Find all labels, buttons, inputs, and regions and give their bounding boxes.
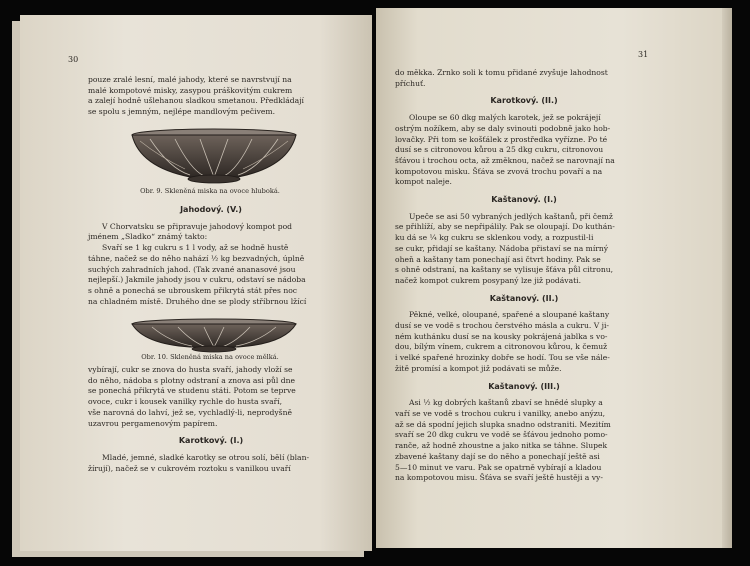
shallow-glass-bowl-illustration — [130, 318, 298, 354]
paragraph-line: načež kompot cukrem posypaný lze již podávati. — [395, 275, 582, 285]
paragraph-line: do něho, nádoba s plotny odstraní a znova asi půl dne — [88, 375, 296, 385]
paragraph-line: se přihlíží, aby se nepřipálily. Pak se oloupají. Do kuthán- — [395, 222, 615, 232]
line: a zalejí hodně ušlehanou sladkou smetanou. Předkládají — [88, 96, 304, 106]
paragraph-line: jménem „Sladko“ známý takto: — [88, 232, 208, 242]
paragraph-line: nejlepší.) Jakmile jahody jsou v cukru, odstaví se nádoba — [88, 275, 306, 285]
paragraph-line: na kompotovou misu. Šťáva se svaří ještě hustěji a vy- — [395, 473, 603, 483]
left-intro-text — [88, 75, 334, 118]
line: se spolu s jemným, nejlépe mandlovým pečivem. — [88, 107, 275, 117]
paragraph-line: vše narovná do lahví, jež se, vychladlý-li, neprodyšně — [88, 407, 292, 417]
paragraph-line: na chladném místě. Druhého dne se plody stříbrnou lžící — [88, 296, 307, 306]
right-page-text — [395, 68, 653, 484]
paragraph-line: Asi ½ kg dobrých kaštanů zbaví se hnědé slupky a — [409, 398, 603, 408]
paragraph-line: ném kuthánku dusí se na kousky pokrájená jablka s vo- — [395, 331, 608, 341]
section-heading: Kaštanový. (III.) — [488, 381, 560, 391]
page-edge — [722, 8, 732, 548]
figure-caption-10: Obr. 10. Skleněná miska na ovoce mělká. — [141, 353, 279, 361]
paragraph-line: dusí se s citronovou kůrou a 25 dkg cukru, citronovou — [395, 145, 604, 155]
paragraph-line: do měkka. Zrnko soli k tomu přidané zvyšuje lahodnost — [395, 68, 608, 77]
paragraph-line: šťávou i trochou octa, až změknou, načež se narovnají na — [395, 155, 615, 165]
paragraph-line: táhne, načež se do něho nahází ½ kg bezvadných, úplně — [88, 253, 305, 263]
left-section-jahodovy — [88, 198, 334, 307]
paragraph-line: Mladé, jemné, sladké karotky se otrou solí, bělí (blan- — [102, 452, 310, 462]
paragraph-line: s ohně odstraní, na kaštany se vylisuje šťáva půl citronu, — [395, 265, 614, 275]
paragraph-line: se cukr, přidají se kaštany. Nádoba přistaví se na mírný — [395, 243, 609, 253]
paragraph-line: 5—10 minut ve varu. Pak se opatrně vybírají a kladou — [395, 462, 602, 472]
paragraph-line: dou, bílým vínem, cukrem a citronovou kůrou, k čemuž — [395, 342, 608, 352]
deep-glass-bowl-illustration — [130, 127, 298, 185]
left-section-continued — [88, 365, 334, 474]
paragraph-line: vybírají, cukr se znova do husta svaří, jahody vloží se — [88, 365, 293, 374]
paragraph-line: ranče, až hodně zhoustne a jako nitka se táhne. Slupek — [395, 441, 608, 451]
paragraph-line: ovoce, cukr i kousek vanilky rychle do husta svaří, — [88, 397, 283, 407]
section-heading: Karotkový. (I.) — [178, 436, 244, 446]
paragraph-line: kompot naleje. — [395, 177, 452, 187]
paragraph-line: ku dá se ¼ kg cukru se sklenkou vody, a rozpustil-li — [395, 233, 594, 243]
paragraph-line: žírují), načež se v cukrovém roztoku s vanilkou uvaří — [88, 463, 291, 473]
left-page — [20, 15, 372, 551]
paragraph-line: V Chorvatsku se připravuje jahodový kompot pod — [102, 221, 292, 231]
right-page — [376, 8, 726, 548]
paragraph-line: příchuť. — [395, 78, 426, 88]
paragraph-line: zbavené kaštany dají se do něho a ponechají ještě asi — [395, 451, 600, 461]
paragraph-line: Pěkné, velké, oloupané, spařené a sloupané kaštany — [409, 310, 610, 320]
section-heading: Karotkový. (II.) — [490, 96, 558, 106]
paragraph-line: svaří se 20 dkg cukru ve vodě se šťávou jednoho pomo- — [395, 430, 608, 440]
paragraph-line: Svaří se 1 kg cukru s 1 l vody, až se hodně hustě — [102, 243, 289, 253]
page-number-right: 31 — [638, 50, 649, 59]
figure-caption-9: Obr. 9. Skleněná miska na ovoce hluboká. — [140, 187, 280, 195]
paragraph-line: uzavrou pergamenovým papírem. — [88, 418, 218, 428]
page-number-left: 30 — [68, 55, 79, 64]
paragraph-line: žitě promísí a kompot již podávati se může. — [395, 363, 562, 373]
line: malé kompotové misky, zasypou práškovitým cukrem — [88, 85, 293, 95]
paragraph-line: vaří se ve vodě s trochou cukru i vanilky, anebo anýzu, — [395, 408, 606, 418]
section-heading: Kaštanový. (II.) — [489, 293, 559, 303]
paragraph-line: i velké spařené hrozinky dobře se hodí. Tou se vše nále- — [395, 353, 610, 363]
section-heading: Kaštanový. (I.) — [491, 195, 557, 205]
paragraph-line: Oloupe se 60 dkg malých karotek, jež se pokrájejí — [409, 113, 601, 123]
paragraph-line: až se dá spodní jejich slupka snadno odstraniti. Mezitím — [395, 419, 611, 429]
paragraph-line: lovačky. Při tom se košťálek z prostředka vyřízne. Po té — [395, 134, 608, 144]
paragraph-line: dusí se ve vodě s trochou čerstvého másla a cukru. V ji- — [395, 321, 609, 331]
line: pouze zralé lesní, malé jahody, které se navrstvují na — [88, 75, 292, 84]
paragraph-line: s ohně a ponechá se ubrouskem přikrytá stát přes noc — [88, 285, 298, 295]
section-heading: Jahodový. (V.) — [180, 205, 242, 214]
paragraph-line: se ponechá přikrytá ve studenu státi. Potom se teprve — [88, 386, 296, 396]
paragraph-line: oheň a kaštany tam ponechají asi čtvrt hodiny. Pak se — [395, 254, 601, 264]
paragraph-line: Upeče se asi 50 vybraných jedlých kaštanů, při čemž — [409, 211, 613, 221]
paragraph-line: ostrým nožíkem, aby se daly svinouti podobně jako hob- — [395, 123, 611, 133]
paragraph-line: kompotovou misku. Šťáva se zvová trochu povaří a na — [395, 166, 603, 176]
paragraph-line: suchých zahradních jahod. (Tak zvané ananasové jsou — [88, 264, 296, 274]
